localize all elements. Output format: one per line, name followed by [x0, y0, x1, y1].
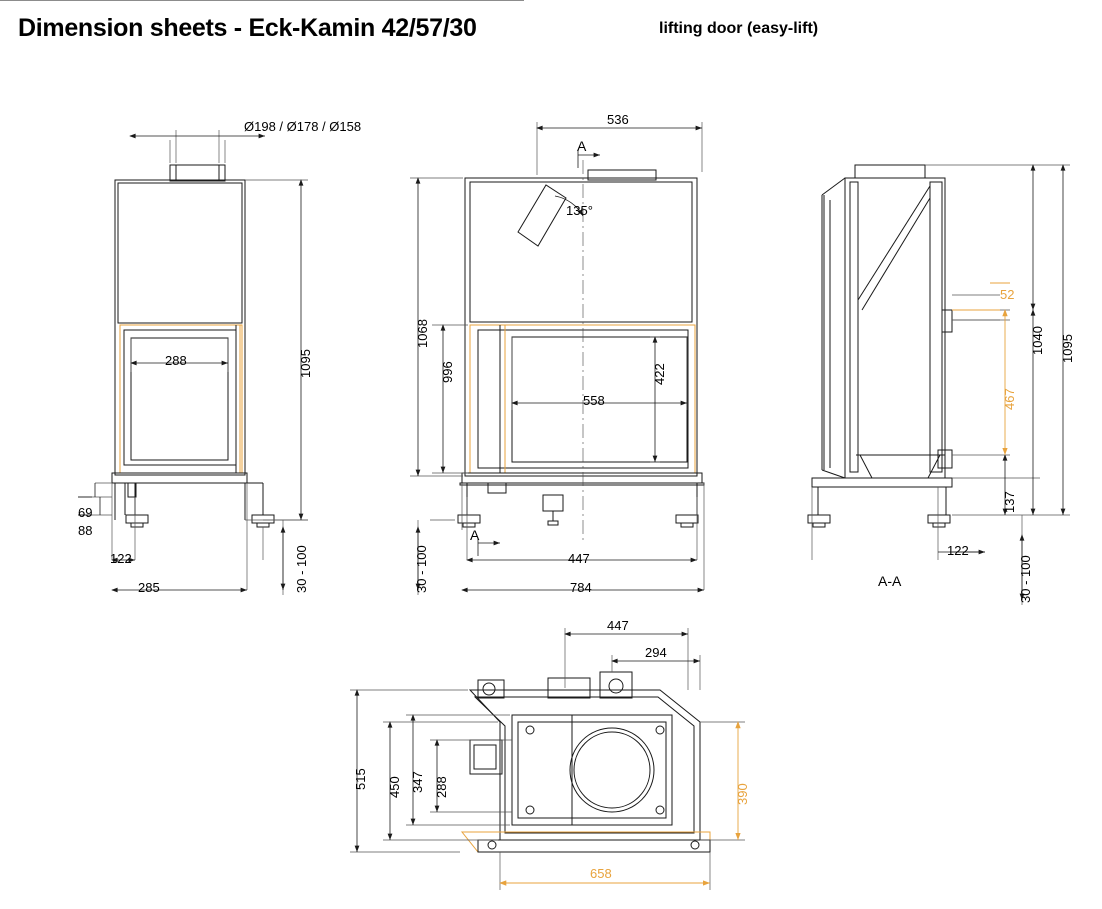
dim-right-52: 52 — [1000, 287, 1015, 302]
dim-top-347: 347 — [410, 771, 425, 793]
section-label-aa: A-A — [878, 573, 902, 589]
dim-top-390: 390 — [735, 783, 750, 805]
dim-right-467: 467 — [1002, 388, 1017, 410]
section-marker-a-top: A — [577, 138, 587, 154]
dim-mid-angle: 135° — [566, 203, 593, 218]
dim-flue-diameter: Ø198 / Ø178 / Ø158 — [244, 119, 362, 134]
dim-front-width: 285 — [138, 580, 160, 595]
section-marker-a-bottom: A — [470, 527, 480, 543]
dim-front-base-depth: 122 — [110, 551, 132, 566]
dim-top-288: 288 — [434, 776, 449, 798]
page-subtitle: lifting door (easy-lift) — [659, 20, 819, 37]
dim-front-leg-88: 88 — [78, 523, 93, 538]
dim-front-adjust: 30 - 100 — [294, 545, 309, 593]
page-title: Dimension sheets - Eck-Kamin 42/57/30 — [18, 14, 477, 42]
dim-mid-base-width: 447 — [568, 551, 590, 566]
middle-view-geometry — [0, 0, 704, 527]
dim-top-294: 294 — [645, 645, 667, 660]
dim-mid-996: 996 — [440, 361, 455, 383]
dim-mid-glass-height: 422 — [652, 363, 667, 385]
dim-right-122: 122 — [947, 543, 969, 558]
dim-top-450: 450 — [387, 776, 402, 798]
dim-mid-glass-width: 558 — [583, 393, 605, 408]
dim-top-658: 658 — [590, 866, 612, 881]
dim-mid-adjust: 30 - 100 — [414, 545, 429, 593]
dim-right-1040: 1040 — [1030, 326, 1045, 355]
dim-right-adjust: 30 - 100 — [1018, 555, 1033, 603]
left-view-geometry — [112, 165, 274, 527]
dim-front-leg-69: 69 — [78, 505, 93, 520]
dim-right-1095: 1095 — [1060, 334, 1075, 363]
dim-mid-top-width: 536 — [607, 112, 629, 127]
dim-mid-total-width: 784 — [570, 580, 592, 595]
dim-top-515: 515 — [353, 768, 368, 790]
dim-front-height: 1095 — [298, 349, 313, 378]
dim-mid-1068: 1068 — [415, 319, 430, 348]
right-view-geometry — [808, 165, 952, 527]
dim-right-137: 137 — [1002, 491, 1017, 513]
dim-front-glass-width: 288 — [165, 353, 187, 368]
dim-top-447: 447 — [607, 618, 629, 633]
